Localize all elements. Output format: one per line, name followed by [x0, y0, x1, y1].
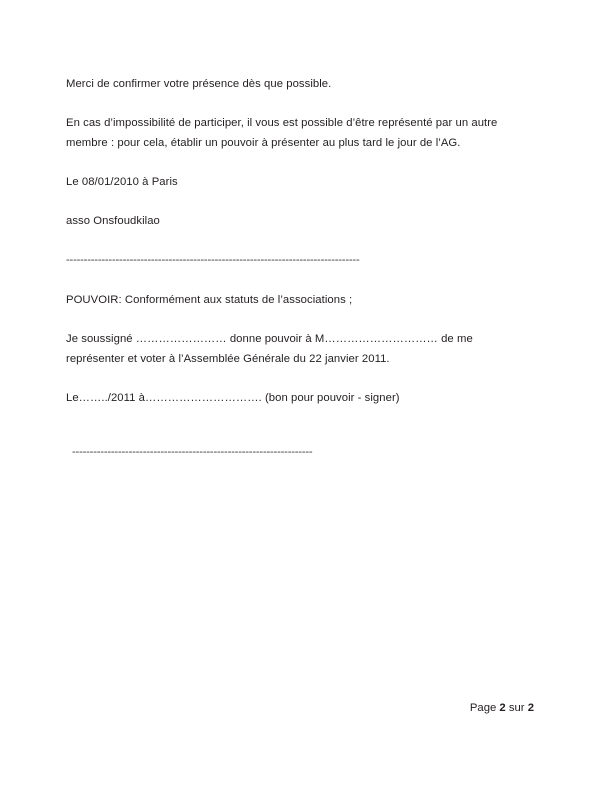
paragraph-place-date: Le 08/01/2010 à Paris	[66, 176, 178, 188]
page-footer	[470, 700, 534, 716]
footer-total-pages: 2	[527, 702, 534, 714]
paragraph-association-name: asso Onsfoudkilao	[66, 215, 160, 227]
divider-top: -----------------------------------------------------------------------------------	[66, 254, 360, 266]
paragraph-confirm-presence: Merci de confirmer votre présence dès que possible.	[66, 78, 332, 90]
paragraph-proxy-notice: En cas d’impossibilité de participer, il vous est possible d’être représenté par un autre membre : pour cela, établir un pouvoir à présenter au plus tard le jour de l’AG.	[66, 117, 501, 149]
paragraph-pouvoir-heading: POUVOIR: Conformément aux statuts de l’associations ;	[66, 294, 353, 306]
paragraph-pouvoir-statement: Je soussigné …………………… donne pouvoir à M………………………… de me représenter et voter à l’Assemblée Générale du 22 janvier 2011.	[66, 333, 476, 365]
document-body	[66, 74, 534, 462]
paragraph-signature-line: Le……../2011 à…………………………. (bon pour pouvoir - signer)	[66, 392, 400, 404]
footer-current-page: 2	[499, 702, 506, 714]
footer-prefix-label: Page	[469, 702, 500, 714]
divider-bottom: --------------------------------------------------------------------	[72, 446, 313, 458]
footer-separator-label: sur	[505, 702, 528, 714]
